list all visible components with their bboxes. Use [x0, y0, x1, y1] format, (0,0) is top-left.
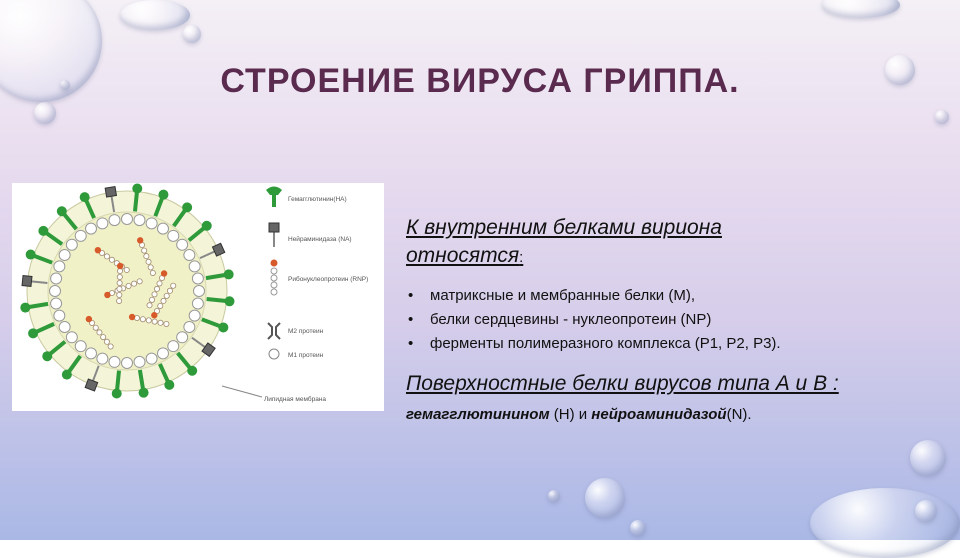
content-text — [406, 214, 951, 423]
rnp-segment — [104, 254, 109, 259]
rnp-segment — [164, 321, 169, 326]
m1-protein — [168, 341, 179, 352]
rnp-segment — [109, 257, 114, 262]
list-item: • ферменты полимеразного комплекса (P1, P2, P3). — [406, 332, 951, 356]
rnp-segment — [132, 281, 137, 286]
rnp-segment — [167, 288, 172, 293]
m1-protein — [75, 230, 86, 241]
hemagglutinin-icon — [266, 187, 282, 208]
rnp-segment — [157, 281, 162, 286]
legend-label-ha: Гемагглютинин(НА) — [288, 196, 347, 203]
rnp-segment — [142, 248, 147, 253]
m1-protein — [59, 250, 70, 261]
hemagglutinin-head — [112, 388, 122, 398]
m1-protein — [54, 261, 65, 272]
m1-protein — [109, 356, 120, 367]
rnp-segment — [117, 298, 122, 303]
bubble-decoration — [810, 488, 960, 558]
bubble-decoration — [915, 500, 937, 522]
internal-proteins-heading — [406, 214, 951, 272]
hemagglutinin-head — [26, 250, 36, 260]
rnp-segment — [164, 293, 169, 298]
rnp-segment — [150, 270, 155, 275]
bubble-decoration — [183, 25, 201, 43]
hemagglutinin-head — [38, 226, 48, 236]
rnp-segment — [152, 319, 157, 324]
m1-protein — [177, 239, 188, 250]
polymerase-dot — [151, 312, 157, 318]
rnp-segment — [101, 334, 106, 339]
rnp-segment — [140, 317, 145, 322]
polymerase-dot — [86, 316, 92, 322]
rnp-segment — [144, 254, 149, 259]
rnp-segment — [158, 303, 163, 308]
polymerase-dot — [137, 237, 143, 243]
rnp-segment — [126, 283, 131, 288]
m1-protein — [192, 298, 203, 309]
m1-protein — [158, 223, 169, 234]
hemagglutinin-term: гемагглютинином — [406, 406, 550, 423]
m1-protein — [184, 322, 195, 333]
m1-protein — [134, 356, 145, 367]
hemagglutinin-head — [224, 296, 234, 306]
rnp-segment — [97, 330, 102, 335]
bubble-decoration — [585, 478, 625, 518]
surface-proteins-heading: Поверхностные белки вирусов типа А и В : — [406, 372, 839, 395]
rnp-segment — [149, 297, 154, 302]
m1-protein — [146, 218, 157, 229]
polymerase-dot — [104, 292, 110, 298]
polymerase-dot — [129, 314, 135, 320]
m1-protein — [189, 310, 200, 321]
list-item: • белки сердцевины - нуклеопротеин (NP) — [406, 308, 951, 332]
internal-proteins-list — [406, 284, 951, 356]
hemagglutinin-head — [139, 388, 149, 398]
bubble-decoration — [910, 440, 946, 476]
neuraminidase-abbr: (N). — [726, 406, 752, 423]
ribonucleoprotein-icon — [271, 260, 278, 296]
m1-protein — [184, 250, 195, 261]
legend-label-na: Нейраминидаза (NA) — [288, 236, 352, 243]
m1-protein — [51, 298, 62, 309]
bubble-decoration — [548, 490, 560, 502]
internal-heading-colon: : — [519, 249, 524, 266]
m1-protein — [75, 341, 86, 352]
rnp-segment — [117, 274, 122, 279]
m1-protein — [109, 215, 120, 226]
list-item: • матриксные и мембранные белки (М), — [406, 284, 951, 308]
m1-protein — [86, 223, 97, 234]
m1-protein — [168, 230, 179, 241]
m1-protein — [189, 261, 200, 272]
rnp-segment — [137, 279, 142, 284]
m1-protein — [50, 286, 61, 297]
m1-protein — [86, 348, 97, 359]
bubble-decoration — [34, 102, 56, 124]
rnp-segment — [146, 318, 151, 323]
rnp-segment — [108, 344, 113, 349]
rnp-segment — [158, 320, 163, 325]
m1-protein — [97, 353, 108, 364]
m2-protein-icon — [268, 323, 280, 339]
hemagglutinin-head — [80, 192, 90, 202]
hemagglutinin-spike — [135, 191, 137, 211]
bubble-decoration — [935, 110, 949, 124]
polymerase-dot — [95, 247, 101, 253]
slide-title: СТРОЕНИЕ ВИРУСА ГРИППА. — [220, 62, 740, 100]
hemagglutinin-spike — [207, 299, 227, 301]
rnp-segment — [124, 267, 129, 272]
hemagglutinin-head — [224, 269, 234, 279]
polymerase-dot — [161, 270, 167, 276]
hemagglutinin-head — [202, 221, 212, 231]
virus-diagram-svg — [12, 183, 384, 411]
hemagglutinin-spike — [117, 371, 119, 391]
m1-protein — [66, 239, 77, 250]
virus-diagram — [12, 183, 384, 411]
rnp-segment — [171, 283, 176, 288]
hemagglutinin-head — [57, 206, 67, 216]
legend-label-m1: M1 протеин — [288, 352, 324, 359]
m1-protein — [192, 273, 203, 284]
rnp-segment — [104, 339, 109, 344]
m1-protein — [66, 332, 77, 343]
neuraminidase-head — [22, 276, 32, 287]
m1-protein — [177, 332, 188, 343]
polymerase-dot — [117, 263, 123, 269]
m1-protein — [158, 348, 169, 359]
rnp-segment — [146, 259, 151, 264]
rnp-segment — [117, 292, 122, 297]
m1-protein-icon — [269, 349, 279, 359]
neuraminidase-term: нейроаминидазой — [591, 406, 727, 423]
bubble-decoration — [120, 0, 190, 30]
m1-protein — [51, 273, 62, 284]
m1-protein — [59, 322, 70, 333]
hemagglutinin-head — [164, 380, 174, 390]
legend-label-membrane: Липидная мембрана — [264, 396, 327, 403]
m1-protein — [194, 286, 205, 297]
bubble-decoration — [630, 520, 646, 536]
hemagglutinin-head — [20, 303, 30, 313]
hemagglutinin-head — [218, 322, 228, 332]
hemagglutinin-head — [182, 202, 192, 212]
m1-protein — [134, 215, 145, 226]
rnp-segment — [147, 303, 152, 308]
rnp-segment — [93, 325, 98, 330]
rnp-segment — [154, 286, 159, 291]
rnp-segment — [152, 292, 157, 297]
hemagglutinin-head — [187, 366, 197, 376]
internal-heading-line2: относятся — [406, 244, 520, 267]
m1-protein — [146, 353, 157, 364]
neuraminidase-icon — [269, 223, 279, 247]
m1-protein — [122, 214, 133, 225]
membrane-pointer-line — [222, 386, 262, 397]
rnp-segment — [117, 286, 122, 291]
hemagglutinin-head — [132, 184, 142, 194]
surface-proteins-text — [406, 406, 951, 423]
hemagglutinin-head — [42, 351, 52, 361]
hemagglutinin-head — [28, 328, 38, 338]
m1-protein — [122, 358, 133, 369]
m1-protein — [97, 218, 108, 229]
hemagglutinin-head — [158, 190, 168, 200]
m1-protein — [54, 310, 65, 321]
hemagglutinin-head — [62, 370, 72, 380]
legend-label-rnp: Рибонуклеопротеин (RNP) — [288, 276, 369, 283]
hemagglutinin-abbr: (H) и — [549, 406, 592, 423]
internal-heading-line1: К внутренним белками вириона — [406, 216, 722, 239]
rnp-segment — [161, 298, 166, 303]
neuraminidase-head — [105, 187, 116, 197]
rnp-segment — [117, 280, 122, 285]
rnp-segment — [148, 265, 153, 270]
virion-core — [48, 212, 206, 370]
legend-label-m2: M2 протеин — [288, 328, 324, 335]
